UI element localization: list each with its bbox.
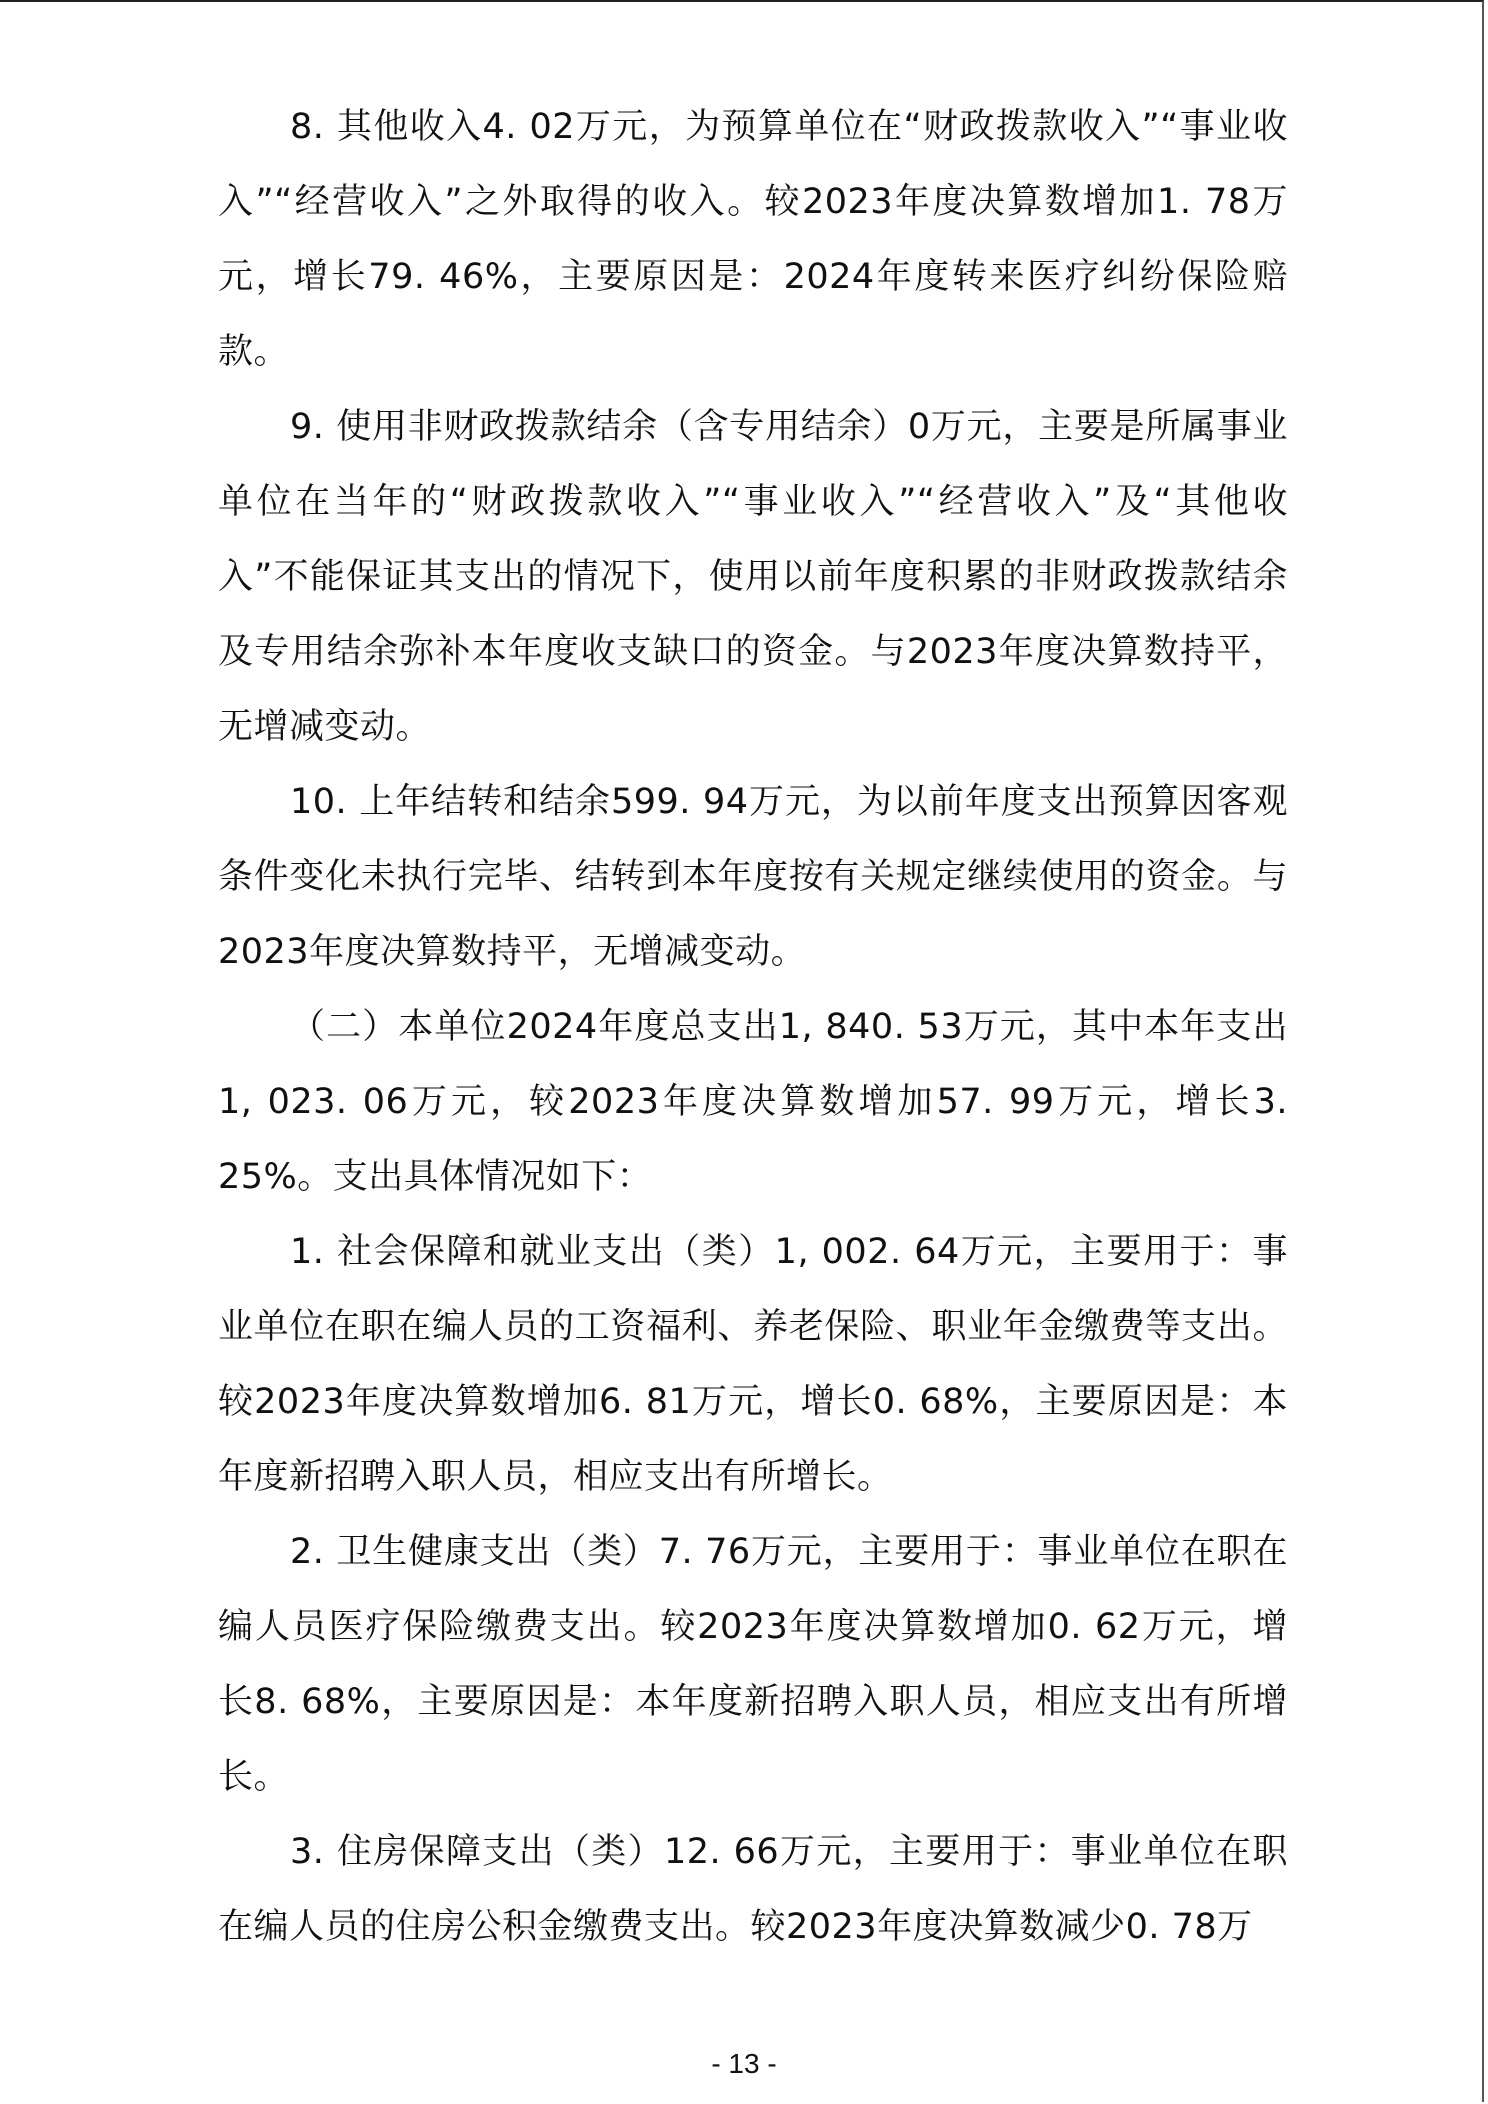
- paragraph-social-security: 1. 社会保障和就业支出（类）1, 002. 64万元，主要用于：事业单位在职在编人员的工资福利、养老保险、职业年金缴费等支出。较2023年度决算数增加6. 81万元，增长0. 68%，主要原因是：本年度新招聘入职人员，相应支出有所增长。: [218, 1232, 1288, 1497]
- page-number: - 13 -: [711, 2048, 777, 2079]
- paragraph-housing: 3. 住房保障支出（类）12. 66万元，主要用于：事业单位在职在编人员的住房公积金缴费支出。较2023年度决算数减少0. 78万: [218, 1832, 1288, 1947]
- paragraph-total-expenditure: （二）本单位2024年度总支出1, 840. 53万元，其中本年支出1, 023. 06万元，较2023年度决算数增加57. 99万元，增长3. 25%。支出具体情况如下：: [218, 1007, 1288, 1197]
- paragraph-other-income: 8. 其他收入4. 02万元，为预算单位在“财政拨款收入”“事业收入”“经营收入”之外取得的收入。较2023年度决算数增加1. 78万元，增长79. 46%，主要原因是：2024年度转来医疗纠纷保险赔款。: [218, 107, 1288, 372]
- paragraph-prior-year-carryover: 10. 上年结转和结余599. 94万元，为以前年度支出预算因客观条件变化未执行完毕、结转到本年度按有关规定继续使用的资金。与2023年度决算数持平，无增减变动。: [218, 782, 1288, 972]
- paragraph-non-fiscal-balance: 9. 使用非财政拨款结余（含专用结余）0万元，主要是所属事业单位在当年的“财政拨款收入”“事业收入”“经营收入”及“其他收入”不能保证其支出的情况下，使用以前年度积累的非财政拨款结余及专用结余弥补本年度收支缺口的资金。与2023年度决算数持平，无增减变动。: [218, 407, 1288, 747]
- document-body: [218, 90, 1288, 1965]
- paragraph-health: 2. 卫生健康支出（类）7. 76万元，主要用于：事业单位在职在编人员医疗保险缴费支出。较2023年度决算数增加0. 62万元，增长8. 68%，主要原因是：本年度新招聘入职人员，相应支出有所增长。: [218, 1532, 1288, 1797]
